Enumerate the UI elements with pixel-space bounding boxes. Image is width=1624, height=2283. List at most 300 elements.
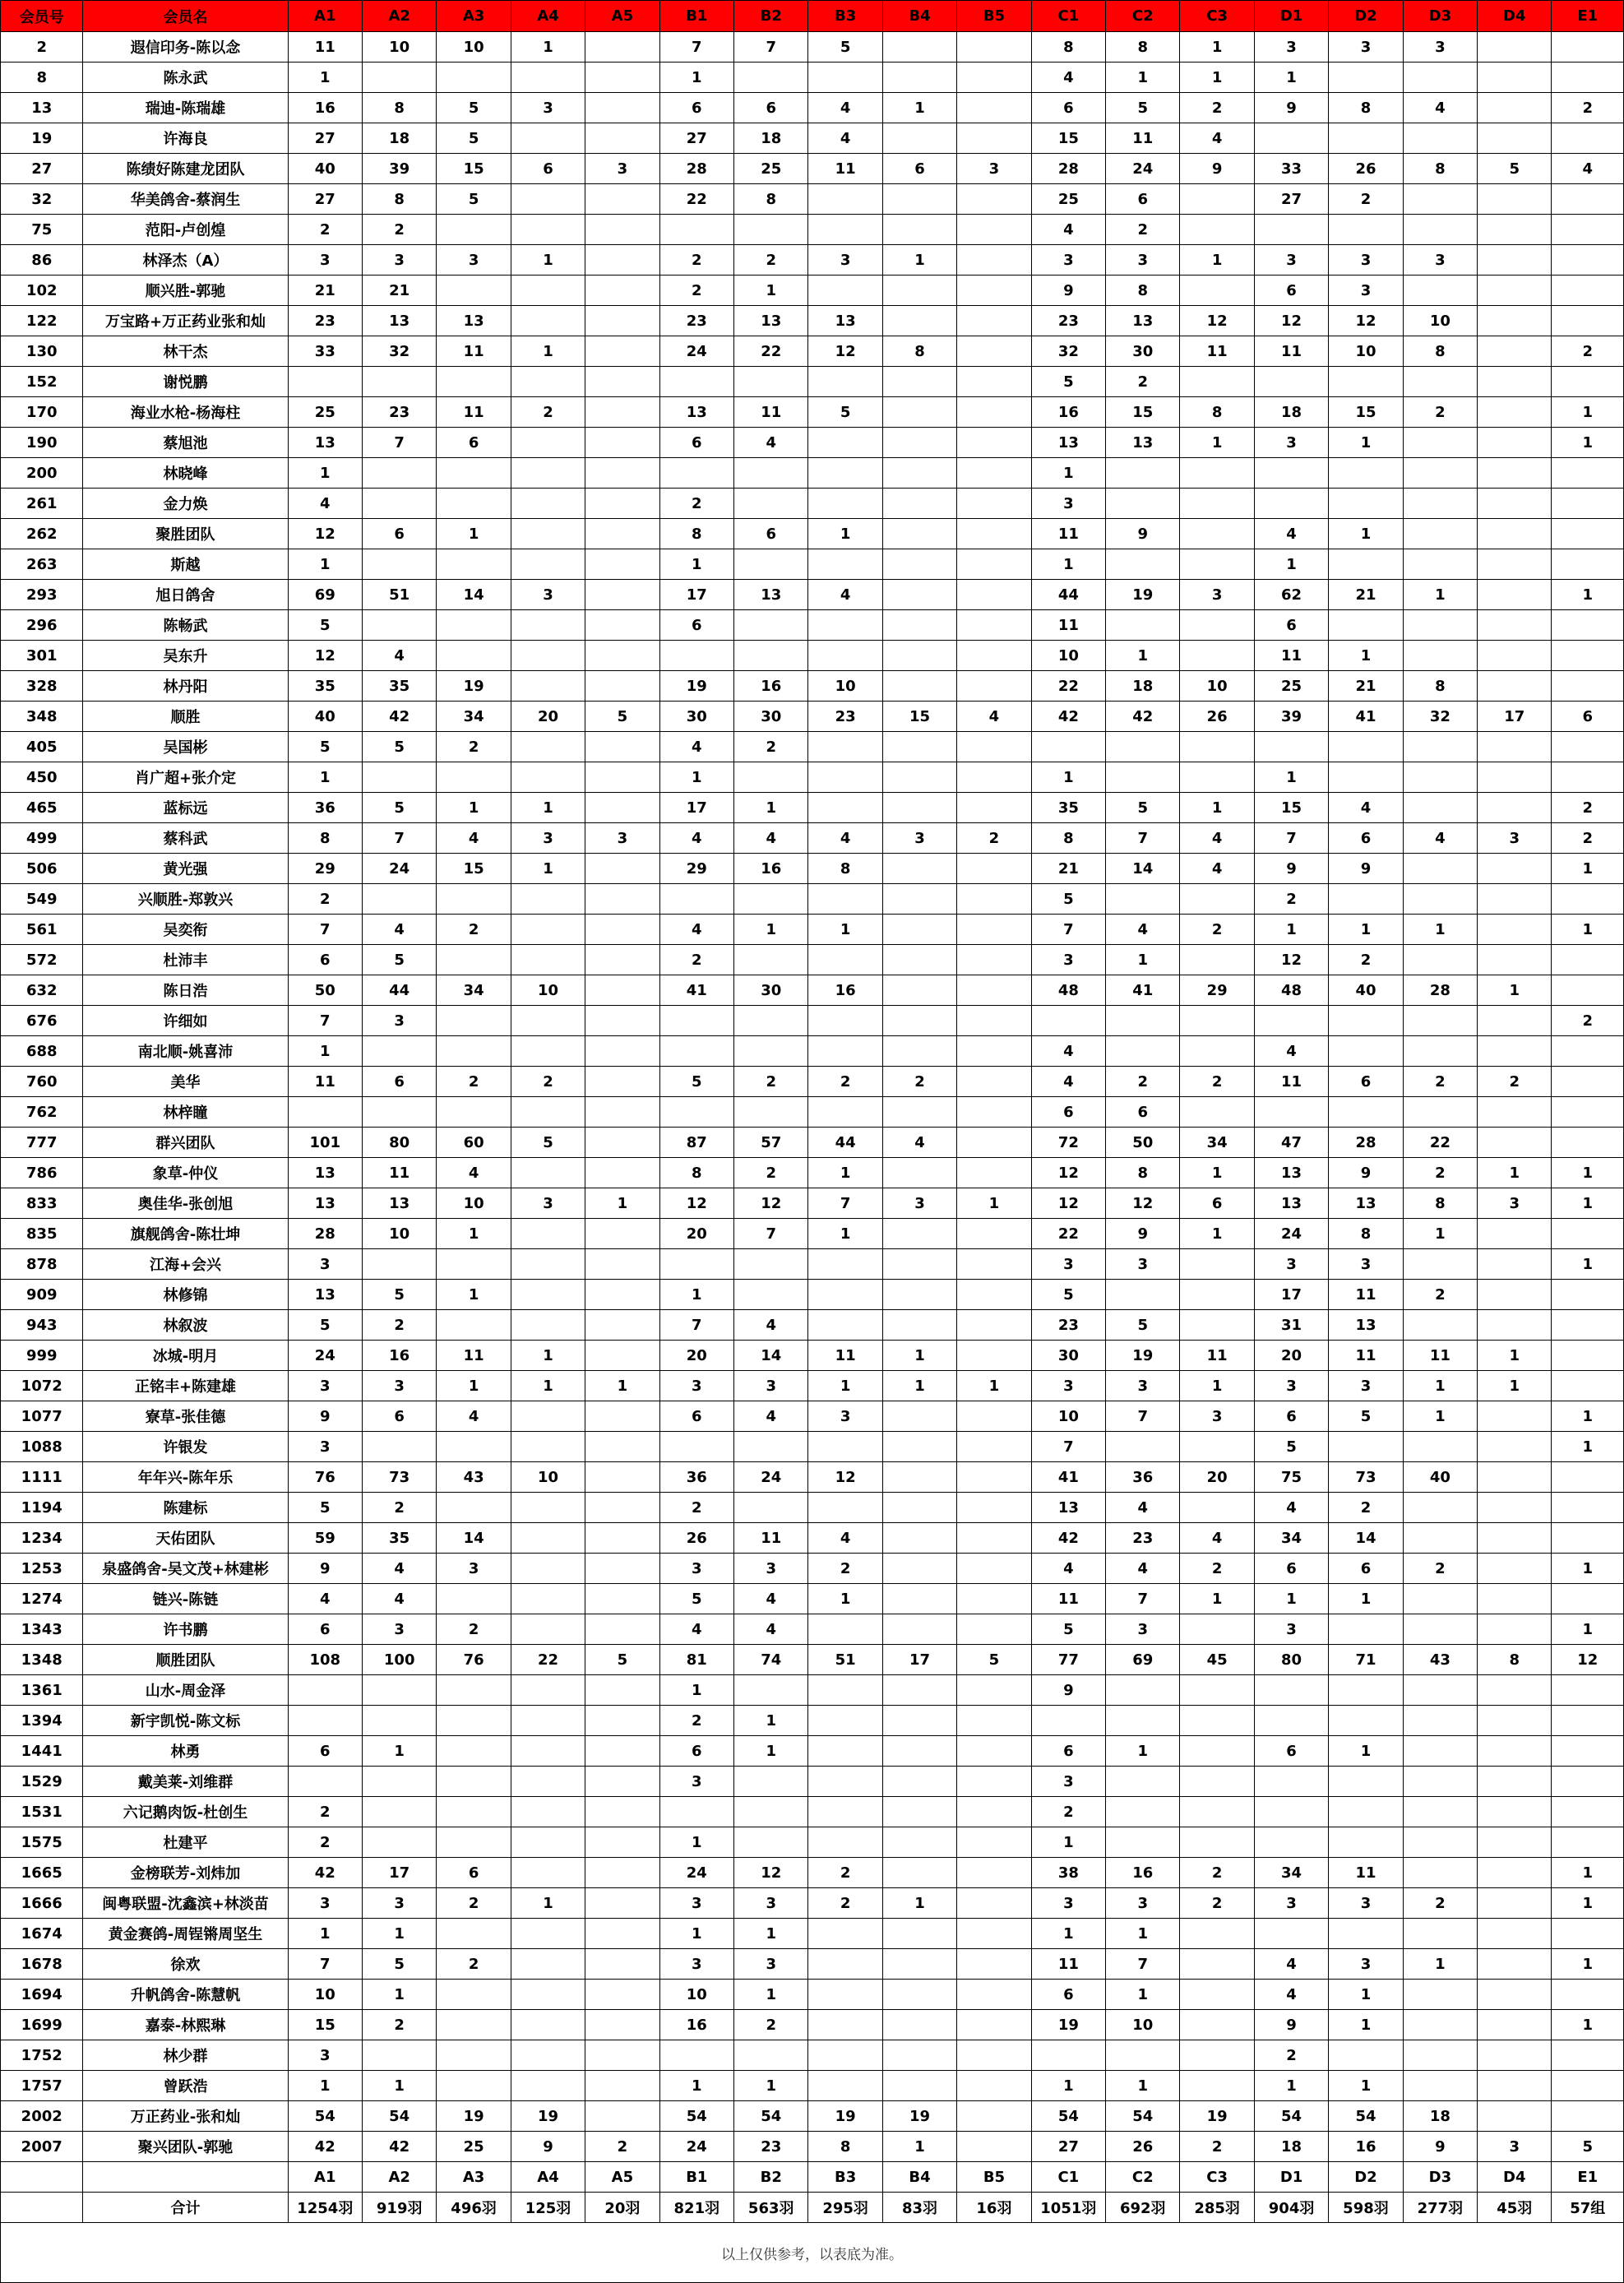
member-id-cell: 1694 — [1, 1980, 83, 2010]
count-cell: 2 — [1180, 93, 1254, 123]
count-cell: 6 — [659, 428, 733, 458]
member-name-cell: 海业水枪-杨海柱 — [83, 397, 288, 428]
count-cell: 11 — [1329, 1280, 1403, 1310]
count-cell — [808, 1767, 882, 1797]
table-row — [1, 1401, 1624, 1432]
count-cell — [1478, 1736, 1552, 1767]
count-cell: 9 — [1180, 154, 1254, 184]
count-cell: 1 — [1180, 1371, 1254, 1401]
count-cell — [1552, 1706, 1624, 1736]
count-cell: 38 — [1031, 1858, 1105, 1888]
count-cell: 1 — [1329, 2071, 1403, 2101]
count-cell: 12 — [1329, 306, 1403, 336]
count-cell — [585, 1736, 659, 1767]
count-cell — [1478, 1858, 1552, 1888]
count-cell: 3 — [1106, 1614, 1180, 1645]
table-row — [1, 1280, 1624, 1310]
count-cell: 1 — [511, 1371, 585, 1401]
count-cell: 15 — [1106, 397, 1180, 428]
count-cell — [882, 1797, 956, 1827]
count-cell: 1 — [1106, 1736, 1180, 1767]
member-name-cell: 万宝路+万正药业张和灿 — [83, 306, 288, 336]
count-cell: 6 — [288, 1736, 362, 1767]
count-cell — [362, 1097, 436, 1128]
count-cell: 1 — [957, 1188, 1031, 1219]
count-cell — [362, 1767, 436, 1797]
count-cell — [585, 336, 659, 367]
count-cell: 54 — [1329, 2101, 1403, 2132]
table-header-row — [1, 1, 1624, 32]
count-cell: 44 — [1031, 580, 1105, 610]
count-cell — [882, 975, 956, 1006]
count-cell: 1 — [734, 1706, 808, 1736]
count-cell — [1478, 762, 1552, 793]
count-cell — [1254, 489, 1328, 519]
table-row — [1, 458, 1624, 489]
table-row — [1, 2040, 1624, 2071]
count-cell — [1106, 1280, 1180, 1310]
count-cell: 29 — [659, 854, 733, 884]
count-cell: 2 — [1403, 1888, 1477, 1919]
count-cell: 13 — [1031, 1493, 1105, 1523]
count-cell: 2 — [1329, 1493, 1403, 1523]
count-cell — [585, 1036, 659, 1067]
count-cell — [1403, 1980, 1477, 2010]
member-name-cell: 许银发 — [83, 1432, 288, 1462]
count-cell — [957, 1067, 1031, 1097]
count-cell — [511, 1614, 585, 1645]
count-cell: 1 — [1180, 1219, 1254, 1249]
count-cell — [1106, 489, 1180, 519]
count-cell — [585, 93, 659, 123]
member-name-cell: 林泽杰（A） — [83, 245, 288, 276]
count-cell: 16 — [1031, 397, 1105, 428]
count-cell — [1403, 732, 1477, 762]
count-cell — [957, 1584, 1031, 1614]
count-cell: 4 — [362, 1554, 436, 1584]
count-cell: 2 — [1552, 93, 1624, 123]
member-name-cell: 许海良 — [83, 123, 288, 154]
count-cell: 42 — [362, 702, 436, 732]
count-cell: 4 — [288, 1584, 362, 1614]
count-cell: 1 — [1180, 32, 1254, 63]
table-row — [1, 276, 1624, 306]
count-cell: 2 — [1106, 1067, 1180, 1097]
count-cell: 1 — [659, 1919, 733, 1949]
count-cell: 1 — [1329, 519, 1403, 549]
count-cell — [957, 1949, 1031, 1980]
count-cell — [957, 489, 1031, 519]
member-id-cell: 1529 — [1, 1767, 83, 1797]
count-cell — [511, 1249, 585, 1280]
count-cell: 4 — [1180, 854, 1254, 884]
count-cell: 100 — [362, 1645, 436, 1675]
count-cell — [882, 32, 956, 63]
count-cell: 2 — [1403, 1554, 1477, 1584]
table-row — [1, 580, 1624, 610]
count-cell: 2 — [808, 1858, 882, 1888]
count-cell: 4 — [1254, 1949, 1328, 1980]
count-cell — [585, 32, 659, 63]
count-cell — [437, 1919, 511, 1949]
count-cell: 2 — [1106, 215, 1180, 245]
count-cell: 28 — [659, 154, 733, 184]
count-cell: 8 — [1180, 397, 1254, 428]
member-name-cell: 杜建平 — [83, 1827, 288, 1858]
count-cell: 1 — [659, 1675, 733, 1706]
count-cell — [734, 1493, 808, 1523]
count-cell — [1329, 215, 1403, 245]
table-row — [1, 975, 1624, 1006]
total-cell: 563羽 — [734, 2193, 808, 2223]
total-cell — [1, 2193, 83, 2223]
count-cell: 2 — [1180, 2132, 1254, 2162]
count-cell: 54 — [659, 2101, 733, 2132]
count-cell: 4 — [808, 823, 882, 854]
count-cell: 26 — [659, 1523, 733, 1554]
column-header: E1 — [1552, 1, 1624, 32]
count-cell: 22 — [1031, 671, 1105, 702]
count-cell: 1 — [1552, 397, 1624, 428]
count-cell: 19 — [882, 2101, 956, 2132]
count-cell: 3 — [362, 1614, 436, 1645]
count-cell: 11 — [362, 1158, 436, 1188]
table-row — [1, 1706, 1624, 1736]
footer-column-label: B1 — [659, 2162, 733, 2193]
count-cell: 44 — [808, 1128, 882, 1158]
count-cell: 1 — [288, 1919, 362, 1949]
count-cell — [437, 1827, 511, 1858]
count-cell: 16 — [288, 93, 362, 123]
count-cell: 18 — [1254, 2132, 1328, 2162]
count-cell — [437, 641, 511, 671]
count-cell — [511, 1949, 585, 1980]
member-id-cell: 13 — [1, 93, 83, 123]
count-cell: 2 — [511, 1067, 585, 1097]
table-row — [1, 1554, 1624, 1584]
count-cell: 6 — [659, 93, 733, 123]
count-cell — [1329, 610, 1403, 641]
count-cell: 9 — [1031, 276, 1105, 306]
count-cell: 87 — [659, 1128, 733, 1158]
count-cell: 11 — [734, 397, 808, 428]
count-cell: 43 — [437, 1462, 511, 1493]
count-cell — [511, 884, 585, 915]
count-cell — [957, 1919, 1031, 1949]
count-cell: 2 — [437, 1614, 511, 1645]
count-cell: 6 — [659, 1401, 733, 1432]
member-name-cell: 林干杰 — [83, 336, 288, 367]
count-cell — [585, 367, 659, 397]
count-cell: 2 — [437, 1067, 511, 1097]
count-cell — [1180, 1827, 1254, 1858]
count-cell: 24 — [1254, 1219, 1328, 1249]
count-cell — [585, 2040, 659, 2071]
count-cell: 3 — [511, 93, 585, 123]
table-row — [1, 1341, 1624, 1371]
column-header: D2 — [1329, 1, 1403, 32]
count-cell: 16 — [808, 975, 882, 1006]
member-id-cell: 1072 — [1, 1371, 83, 1401]
count-cell — [957, 671, 1031, 702]
count-cell: 6 — [1254, 610, 1328, 641]
count-cell: 3 — [659, 1888, 733, 1919]
count-cell — [1403, 1767, 1477, 1797]
count-cell: 3 — [659, 1554, 733, 1584]
count-cell — [1552, 184, 1624, 215]
count-cell: 5 — [1329, 1401, 1403, 1432]
member-id-cell: 301 — [1, 641, 83, 671]
count-cell — [1403, 1858, 1477, 1888]
count-cell: 2 — [1552, 793, 1624, 823]
count-cell: 6 — [1329, 823, 1403, 854]
count-cell: 2 — [734, 2010, 808, 2040]
count-cell — [957, 1097, 1031, 1128]
count-cell: 50 — [288, 975, 362, 1006]
member-id-cell: 549 — [1, 884, 83, 915]
count-cell — [957, 610, 1031, 641]
count-cell: 2 — [659, 945, 733, 975]
count-cell: 1 — [362, 1980, 436, 2010]
count-cell — [1403, 428, 1477, 458]
count-cell — [882, 915, 956, 945]
member-id-cell: 561 — [1, 915, 83, 945]
count-cell — [734, 63, 808, 93]
count-cell — [1403, 276, 1477, 306]
count-cell — [882, 884, 956, 915]
count-cell — [1478, 732, 1552, 762]
count-cell — [1403, 215, 1477, 245]
count-cell: 1 — [659, 1827, 733, 1858]
count-cell: 7 — [659, 1310, 733, 1341]
count-cell — [585, 1128, 659, 1158]
count-cell: 2 — [659, 1493, 733, 1523]
count-cell — [362, 1036, 436, 1067]
count-cell — [882, 945, 956, 975]
count-cell: 11 — [1254, 1067, 1328, 1097]
count-cell — [1552, 549, 1624, 580]
count-cell — [1106, 1827, 1180, 1858]
count-cell: 15 — [1329, 397, 1403, 428]
count-cell: 1 — [511, 1341, 585, 1371]
count-cell: 2 — [1180, 1858, 1254, 1888]
count-cell — [1106, 549, 1180, 580]
count-cell: 1 — [1478, 1341, 1552, 1371]
count-cell: 3 — [1254, 1249, 1328, 1280]
footer-column-label — [83, 2162, 288, 2193]
count-cell — [1329, 1614, 1403, 1645]
count-cell: 5 — [585, 1645, 659, 1675]
count-cell: 5 — [1031, 1280, 1105, 1310]
member-id-cell: 572 — [1, 945, 83, 975]
count-cell: 3 — [362, 1888, 436, 1919]
count-cell: 10 — [437, 1188, 511, 1219]
count-cell: 27 — [288, 184, 362, 215]
count-cell — [882, 2010, 956, 2040]
count-cell: 3 — [1329, 32, 1403, 63]
count-cell — [808, 1006, 882, 1036]
count-cell: 4 — [808, 123, 882, 154]
count-cell — [808, 2040, 882, 2071]
count-cell — [585, 975, 659, 1006]
count-cell: 6 — [1329, 1554, 1403, 1584]
count-cell: 31 — [1254, 1310, 1328, 1341]
count-cell — [1106, 1767, 1180, 1797]
count-cell — [808, 1827, 882, 1858]
count-cell: 1 — [1031, 1919, 1105, 1949]
count-cell — [957, 2010, 1031, 2040]
table-row — [1, 1797, 1624, 1827]
count-cell — [1478, 276, 1552, 306]
count-cell: 62 — [1254, 580, 1328, 610]
count-cell: 1 — [1254, 549, 1328, 580]
count-cell — [585, 549, 659, 580]
count-cell: 13 — [437, 306, 511, 336]
table-row — [1, 1249, 1624, 1280]
count-cell: 30 — [1031, 1341, 1105, 1371]
count-cell: 6 — [1254, 276, 1328, 306]
count-cell — [1552, 215, 1624, 245]
count-cell: 1 — [1552, 1614, 1624, 1645]
member-id-cell: 1194 — [1, 1493, 83, 1523]
count-cell — [1478, 641, 1552, 671]
count-cell — [1180, 1919, 1254, 1949]
count-cell: 1 — [585, 1188, 659, 1219]
count-cell: 101 — [288, 1128, 362, 1158]
count-cell — [957, 1675, 1031, 1706]
count-cell: 3 — [1329, 1888, 1403, 1919]
count-cell — [1552, 2101, 1624, 2132]
member-name-cell: 林修锦 — [83, 1280, 288, 1310]
count-cell: 27 — [1031, 2132, 1105, 2162]
count-cell — [882, 1767, 956, 1797]
count-cell — [882, 1006, 956, 1036]
member-id-cell: 102 — [1, 276, 83, 306]
count-cell — [659, 1797, 733, 1827]
count-cell — [585, 63, 659, 93]
count-cell — [882, 1736, 956, 1767]
count-cell — [734, 610, 808, 641]
count-cell: 12 — [734, 1188, 808, 1219]
count-cell — [1478, 1462, 1552, 1493]
member-name-cell: 蔡科武 — [83, 823, 288, 854]
member-name-cell: 杜沛丰 — [83, 945, 288, 975]
member-id-cell: 999 — [1, 1341, 83, 1371]
count-cell — [1478, 1036, 1552, 1067]
count-cell: 1 — [659, 762, 733, 793]
count-cell: 5 — [1106, 1310, 1180, 1341]
count-cell — [437, 1675, 511, 1706]
table-row — [1, 1858, 1624, 1888]
count-cell — [585, 641, 659, 671]
count-cell: 1 — [957, 1371, 1031, 1401]
count-cell: 1 — [1106, 63, 1180, 93]
count-cell — [1478, 123, 1552, 154]
count-cell — [1180, 732, 1254, 762]
count-cell: 48 — [1031, 975, 1105, 1006]
count-cell: 11 — [808, 154, 882, 184]
count-cell — [585, 915, 659, 945]
count-cell — [957, 1432, 1031, 1462]
count-cell — [1552, 732, 1624, 762]
table-row — [1, 184, 1624, 215]
count-cell — [437, 1493, 511, 1523]
count-cell: 10 — [808, 671, 882, 702]
count-cell — [1180, 1310, 1254, 1341]
column-header: D4 — [1478, 1, 1552, 32]
count-cell — [734, 762, 808, 793]
count-cell — [808, 884, 882, 915]
table-row — [1, 1036, 1624, 1067]
count-cell — [882, 762, 956, 793]
column-header: A5 — [585, 1, 659, 32]
count-cell: 17 — [659, 793, 733, 823]
member-id-cell: 1234 — [1, 1523, 83, 1554]
count-cell — [511, 428, 585, 458]
count-cell: 19 — [808, 2101, 882, 2132]
count-cell — [585, 732, 659, 762]
count-cell: 3 — [734, 1371, 808, 1401]
count-cell: 8 — [808, 854, 882, 884]
member-id-cell: 263 — [1, 549, 83, 580]
count-cell — [1180, 1097, 1254, 1128]
count-cell — [957, 1767, 1031, 1797]
member-id-cell: 1253 — [1, 1554, 83, 1584]
count-cell: 3 — [1106, 245, 1180, 276]
count-cell — [1180, 1949, 1254, 1980]
table-row — [1, 671, 1624, 702]
count-cell — [1180, 1675, 1254, 1706]
count-cell: 4 — [1180, 823, 1254, 854]
count-cell: 23 — [1031, 306, 1105, 336]
count-cell: 2 — [437, 1888, 511, 1919]
count-cell — [734, 549, 808, 580]
count-cell: 4 — [957, 702, 1031, 732]
count-cell: 5 — [808, 32, 882, 63]
count-cell: 3 — [1031, 245, 1105, 276]
member-name-cell: 新宇凯悦-陈文标 — [83, 1706, 288, 1736]
total-cell: 16羽 — [957, 2193, 1031, 2223]
count-cell — [1552, 306, 1624, 336]
count-cell — [734, 641, 808, 671]
count-cell — [511, 1980, 585, 2010]
count-cell — [437, 1797, 511, 1827]
count-cell: 2 — [1254, 884, 1328, 915]
count-cell: 1 — [1552, 428, 1624, 458]
count-cell: 26 — [1106, 2132, 1180, 2162]
member-id-cell: 909 — [1, 1280, 83, 1310]
count-cell — [511, 1706, 585, 1736]
member-name-cell: 遐信印务-陈以念 — [83, 32, 288, 63]
count-cell: 9 — [1031, 1675, 1105, 1706]
total-cell: 919羽 — [362, 2193, 436, 2223]
count-cell — [1478, 610, 1552, 641]
count-cell — [882, 215, 956, 245]
count-cell: 3 — [1031, 945, 1105, 975]
count-cell: 1 — [1329, 1736, 1403, 1767]
count-cell — [1329, 1432, 1403, 1462]
table-row — [1, 32, 1624, 63]
count-cell — [1478, 580, 1552, 610]
member-name-cell: 蔡旭池 — [83, 428, 288, 458]
count-cell — [1552, 276, 1624, 306]
count-cell: 6 — [511, 154, 585, 184]
count-cell — [1180, 1736, 1254, 1767]
count-cell — [1552, 1675, 1624, 1706]
count-cell — [1254, 1675, 1328, 1706]
count-cell — [1180, 215, 1254, 245]
count-cell: 4 — [362, 915, 436, 945]
